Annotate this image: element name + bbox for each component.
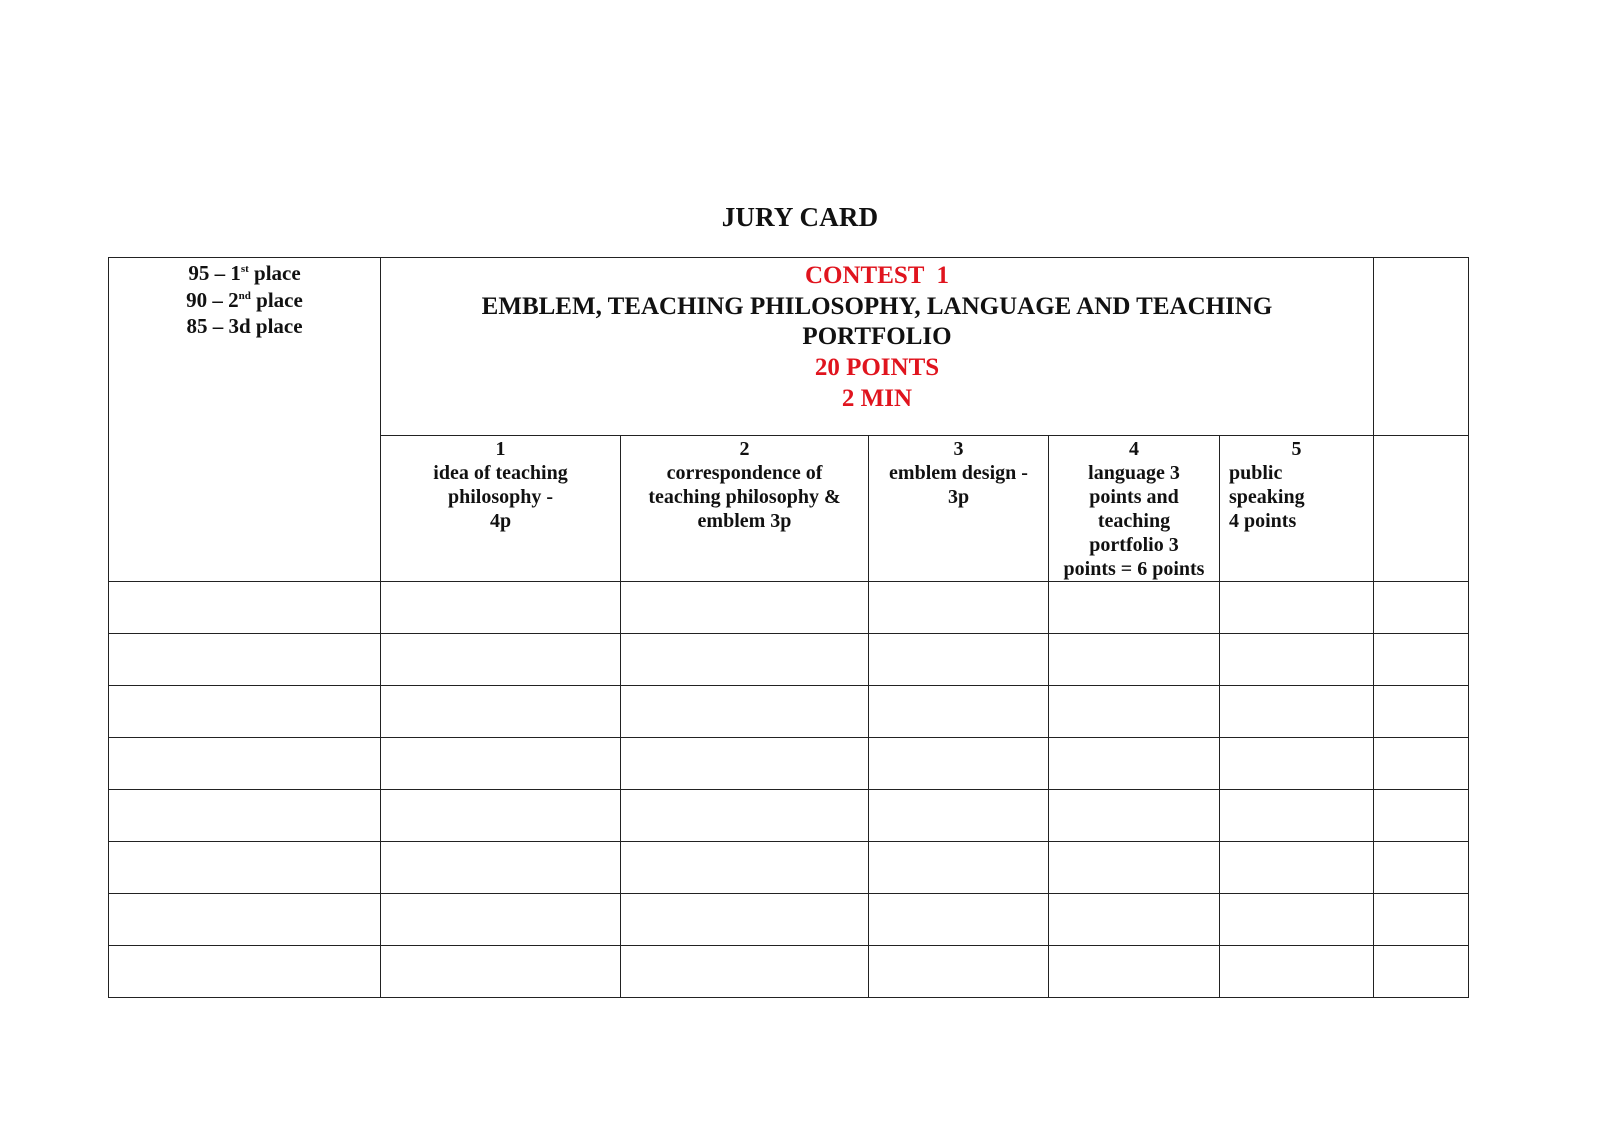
table-cell[interactable] <box>1220 738 1374 790</box>
table-cell[interactable] <box>1374 790 1469 842</box>
contest-subject-line2: PORTFOLIO <box>802 323 952 351</box>
table-cell[interactable] <box>381 634 621 686</box>
table-cell[interactable] <box>621 894 869 946</box>
criterion-cell-5 <box>1220 436 1374 582</box>
table-cell[interactable] <box>621 946 869 998</box>
table-cell[interactable] <box>109 946 381 998</box>
criterion-number: 2 <box>739 438 750 460</box>
criterion-text: public speaking 4 points <box>1229 462 1305 532</box>
table-cell[interactable] <box>1049 582 1220 634</box>
table-cell[interactable] <box>381 582 621 634</box>
table-row <box>109 790 1469 842</box>
table-cell[interactable] <box>1374 582 1469 634</box>
total-column-criteria-cell <box>1374 436 1469 582</box>
contest-heading-cell <box>381 258 1374 436</box>
table-cell[interactable] <box>869 634 1049 686</box>
criterion-cell-4 <box>1049 436 1220 582</box>
table-row <box>109 894 1469 946</box>
table-cell[interactable] <box>621 686 869 738</box>
table-cell[interactable] <box>1220 686 1374 738</box>
table-cell[interactable] <box>1049 842 1220 894</box>
table-cell[interactable] <box>1374 842 1469 894</box>
criterion-number: 1 <box>495 438 506 460</box>
table-cell[interactable] <box>869 946 1049 998</box>
table-cell[interactable] <box>1220 634 1374 686</box>
table-cell[interactable] <box>621 790 869 842</box>
table-cell[interactable] <box>1049 634 1220 686</box>
jury-card-table <box>108 257 1469 998</box>
table-row <box>109 738 1469 790</box>
table-cell[interactable] <box>1049 894 1220 946</box>
place-second: 90 – 2nd place <box>186 287 303 312</box>
table-cell[interactable] <box>869 790 1049 842</box>
table-row <box>109 946 1469 998</box>
table-row <box>109 582 1469 634</box>
table-cell[interactable] <box>621 582 869 634</box>
table-cell[interactable] <box>381 738 621 790</box>
table-row <box>109 686 1469 738</box>
table-cell[interactable] <box>869 738 1049 790</box>
table-cell[interactable] <box>621 738 869 790</box>
table-cell[interactable] <box>381 946 621 998</box>
table-cell[interactable] <box>109 894 381 946</box>
table-cell[interactable] <box>381 894 621 946</box>
table-cell[interactable] <box>109 738 381 790</box>
table-cell[interactable] <box>1374 946 1469 998</box>
table-cell[interactable] <box>621 634 869 686</box>
table-cell[interactable] <box>1220 582 1374 634</box>
table-cell[interactable] <box>1374 634 1469 686</box>
table-cell[interactable] <box>109 686 381 738</box>
criterion-text: idea of teaching philosophy - 4p <box>433 462 568 532</box>
table-cell[interactable] <box>109 634 381 686</box>
criterion-text: language 3 points and teaching portfolio 3 points = 6 points <box>1063 462 1205 580</box>
table-row <box>109 842 1469 894</box>
table-row <box>109 634 1469 686</box>
place-first: 95 – 1st place <box>188 261 301 285</box>
criterion-text: emblem design - 3p <box>889 462 1028 508</box>
table-cell[interactable] <box>621 842 869 894</box>
table-cell[interactable] <box>869 894 1049 946</box>
total-column-header-cell <box>1374 258 1469 436</box>
table-cell[interactable] <box>1374 686 1469 738</box>
table-cell[interactable] <box>109 790 381 842</box>
criterion-text: correspondence of teaching philosophy & emblem 3p <box>648 462 841 532</box>
table-cell[interactable] <box>1220 842 1374 894</box>
table-cell[interactable] <box>1374 738 1469 790</box>
criterion-cell-2 <box>621 436 869 582</box>
header-row <box>109 258 1469 436</box>
criterion-number: 3 <box>953 438 964 460</box>
table-cell[interactable] <box>869 582 1049 634</box>
contest-points: 20 POINTS <box>814 354 940 382</box>
criterion-cell-1 <box>381 436 621 582</box>
place-third: 85 – 3d place <box>186 314 303 338</box>
table-cell[interactable] <box>869 842 1049 894</box>
contest-name: CONTEST 1 <box>804 262 950 289</box>
table-cell[interactable] <box>1049 790 1220 842</box>
table-cell[interactable] <box>109 582 381 634</box>
table-cell[interactable] <box>869 686 1049 738</box>
contest-time: 2 MIN <box>841 384 913 412</box>
criterion-number: 5 <box>1291 438 1302 460</box>
table-cell[interactable] <box>1049 686 1220 738</box>
table-cell[interactable] <box>1374 894 1469 946</box>
table-cell[interactable] <box>1049 946 1220 998</box>
page-title: JURY CARD <box>721 202 879 232</box>
table-cell[interactable] <box>1220 946 1374 998</box>
table-cell[interactable] <box>1220 894 1374 946</box>
table-cell[interactable] <box>109 842 381 894</box>
table-cell[interactable] <box>1220 790 1374 842</box>
table-cell[interactable] <box>381 686 621 738</box>
table-cell[interactable] <box>1049 738 1220 790</box>
criterion-number: 4 <box>1129 438 1139 460</box>
contest-subject-line1: EMBLEM, TEACHING PHILOSOPHY, LANGUAGE AND TEACHING <box>481 292 1273 320</box>
table-cell[interactable] <box>381 842 621 894</box>
placement-legend-cell <box>109 258 381 582</box>
criterion-cell-3 <box>869 436 1049 582</box>
table-cell[interactable] <box>381 790 621 842</box>
